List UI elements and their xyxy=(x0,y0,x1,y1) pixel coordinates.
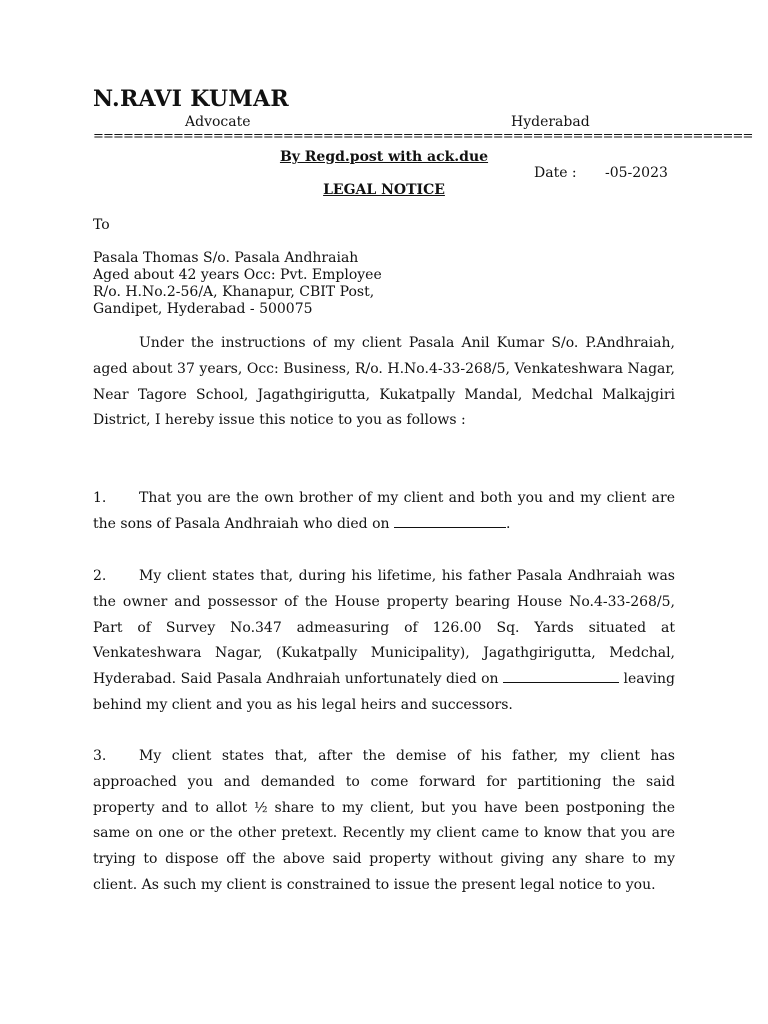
date-value: -05-2023 xyxy=(605,165,668,181)
advocate-name: N.RAVI KUMAR xyxy=(93,86,289,112)
date-blank-line xyxy=(503,670,619,683)
point-text: My client states that, after the demise of his father, my client has approached you and demanded to come forward for partitioning the said property and to allot ½ share to my client, but you have been postponing the same on one or the other pretext. Recently my client came to know that you are trying to dispose off the above said property without giving any share to my client. As such my client is constrained to issue the present legal notice to you. xyxy=(93,748,675,893)
intro-paragraph: Under the instructions of my client Pasala Anil Kumar S/o. P.Andhraiah, aged about 37 years, Occ: Business, R/o. H.No.4-33-268/5, Venkateshwara Nagar, Near Tagore School, Jagathgirigutta, Kukatpally Mandal, Medchal Malkajgiri District, I hereby issue this notice to you as follows : xyxy=(93,335,675,429)
point-2 xyxy=(93,564,675,719)
point-3 xyxy=(93,744,675,899)
point-number: 1. xyxy=(93,490,107,506)
notice-title: LEGAL NOTICE xyxy=(323,182,445,198)
recipient-line: Pasala Thomas S/o. Pasala Andhraiah xyxy=(93,250,359,266)
point-number: 3. xyxy=(93,748,107,764)
dispatch-mode: By Regd.post with ack.due xyxy=(279,149,489,165)
to-label: To xyxy=(93,217,110,233)
recipient-address xyxy=(93,250,382,318)
recipient-line: R/o. H.No.2-56/A, Khanapur, CBIT Post, xyxy=(93,284,375,300)
advocate-designation: Advocate xyxy=(185,114,251,130)
point-text: My client states that, during his lifetime, his father Pasala Andhraiah was the owner and possessor of the House property bearing House No.4-33-268/5, Part of Survey No.347 admeasuring of 126.00 Sq. Yards situated at Venkateshwara Nagar, (Kukatpally Municipality), Jagathgirigutta, Medchal, Hyderabad. Said Pasala Andhraiah unfortunately died on xyxy=(93,568,675,688)
point-number: 2. xyxy=(93,568,107,584)
recipient-line: Gandipet, Hyderabad - 500075 xyxy=(93,301,313,317)
date-label: Date : xyxy=(534,165,577,181)
recipient-line: Aged about 42 years Occ: Pvt. Employee xyxy=(93,267,382,283)
date-blank-line xyxy=(394,515,506,528)
point-text: That you are the own brother of my client and both you and my client are the sons of Pasala Andhraiah who died on xyxy=(93,490,675,532)
letterhead-divider: ================================================================== xyxy=(93,129,753,144)
point-1 xyxy=(93,486,675,538)
point-text-end: . xyxy=(506,515,511,532)
point-text-end: leaving behind my client and you as his legal heirs and successors. xyxy=(93,671,676,713)
advocate-city: Hyderabad xyxy=(511,114,590,130)
